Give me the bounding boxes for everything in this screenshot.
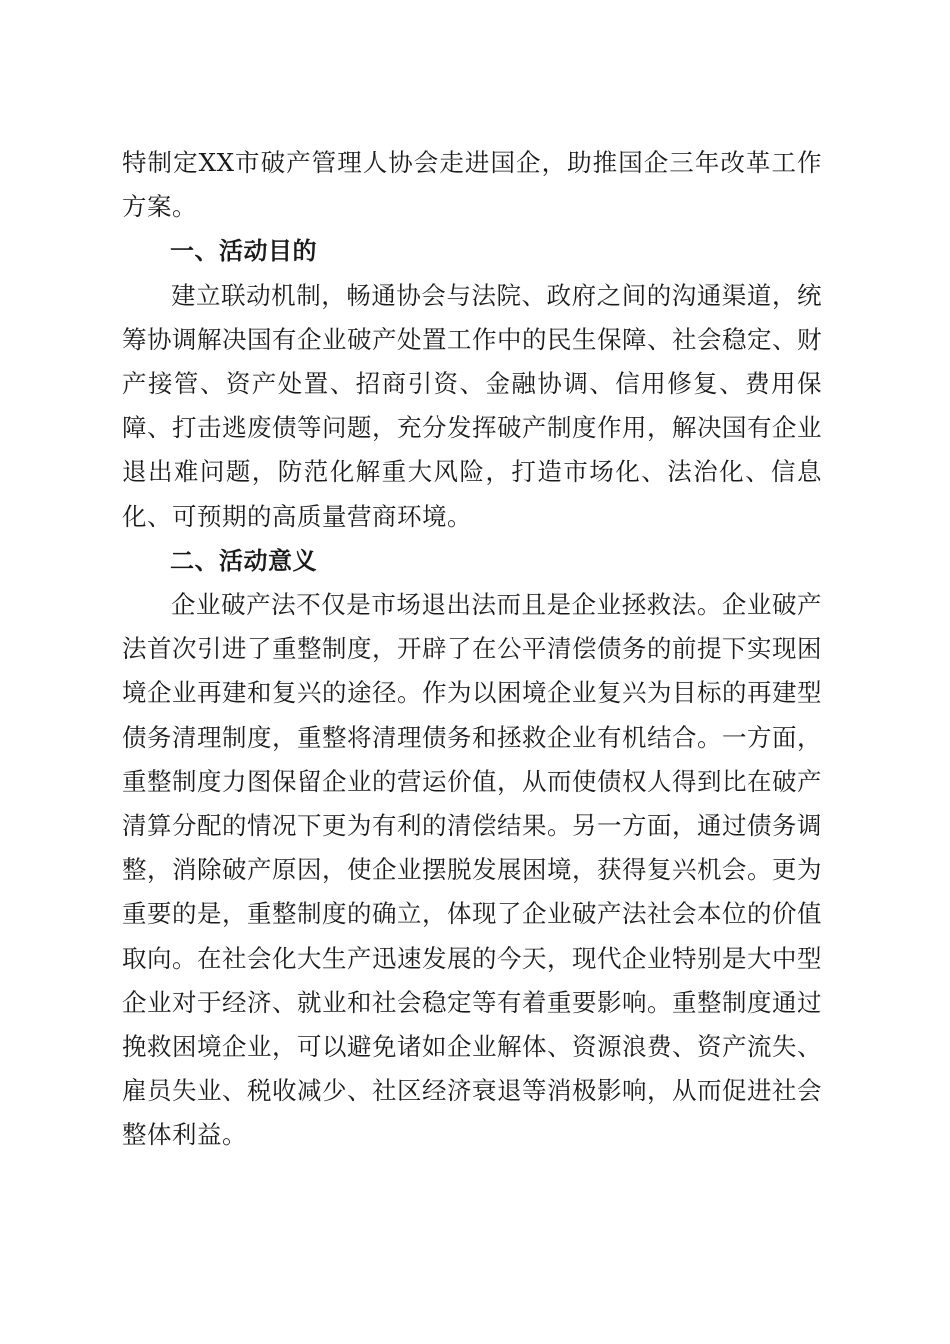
document-body — [122, 141, 822, 1158]
purpose-paragraph: 建立联动机制，畅通协会与法院、政府之间的沟通渠道，统筹协调解决国有企业破产处置工作中的民生保障、社会稳定、财产接管、资产处置、招商引资、金融协调、信用修复、费用保障、打击逃废债等问题，充分发挥破产制度作用，解决国有企业退出难问题，防范化解重大风险，打造市场化、法治化、信息化、可预期的高质量营商环境。 — [122, 280, 822, 531]
section-heading-significance: 二、活动意义 — [170, 546, 317, 575]
intro-paragraph: 特制定XX市破产管理人协会走进国企，助推国企三年改革工作方案。 — [122, 148, 822, 222]
section-heading-purpose: 一、活动目的 — [170, 237, 317, 266]
significance-paragraph: 企业破产法不仅是市场退出法而且是企业拯救法。企业破产法首次引进了重整制度，开辟了在公平清偿债务的前提下实现困境企业再建和复兴的途径。作为以困境企业复兴为目标的再建型债务清理制度，重整将清理债务和拯救企业有机结合。一方面，重整制度力图保留企业的营运价值，从而使债权人得到比在破产清算分配的情况下更为有利的清偿结果。另一方面，通过债务调整，消除破产原因，使企业摆脱发展困境，获得复兴机会。更为重要的是，重整制度的确立，体现了企业破产法社会本位的价值取向。在社会化大生产迅速发展的今天，现代企业特别是大中型企业对于经济、就业和社会稳定等有着重要影响。重整制度通过挽救困境企业，可以避免诸如企业解体、资源浪费、资产流失、雇员失业、税收减少、社区经济衰退等消极影响，从而促进社会整体利益。 — [122, 590, 822, 1150]
